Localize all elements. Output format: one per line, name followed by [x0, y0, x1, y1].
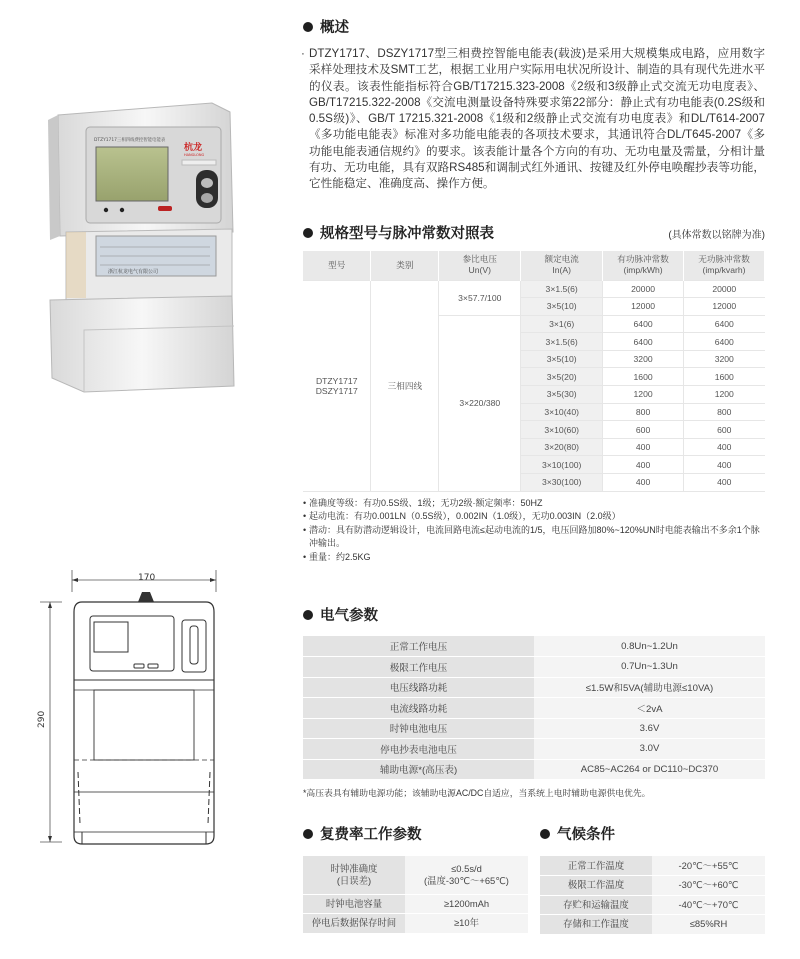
current-cell: 3×10(100) — [521, 456, 603, 474]
table-row: 时钟电池电压 3.6V — [303, 718, 765, 739]
table-row: 极限工作温度 -30℃～+60℃ — [540, 876, 765, 896]
table-row: 正常工作电压 0.8Un~1.2Un — [303, 636, 765, 657]
reactive-cell: 3200 — [684, 350, 765, 368]
current-cell: 3×5(30) — [521, 386, 603, 404]
active-cell: 800 — [603, 403, 684, 421]
bullet-dot-icon — [303, 228, 313, 238]
electrical-footnote: *高压表具有辅助电源功能；该辅助电源AC/DC自适应，当系统上电时辅助电源供电优先。 — [303, 788, 651, 798]
current-cell: 3×30(100) — [521, 474, 603, 492]
table-row: 电流线路功耗 ＜2vA — [303, 698, 765, 719]
spec-note-item: • 潜动：具有防潜动逻辑设计，电流回路电流≤起动电流的1/5，电压回路加80%~120%UN时电能表输出不多余1个脉冲输出。 — [303, 524, 765, 551]
active-cell: 3200 — [603, 350, 684, 368]
meter-brand-text: 杭龙 — [184, 143, 203, 153]
current-cell: 3×5(10) — [521, 298, 603, 316]
active-cell: 400 — [603, 474, 684, 492]
active-cell: 400 — [603, 456, 684, 474]
table-row: 停电抄表电池电压 3.0V — [303, 739, 765, 760]
active-cell: 12000 — [603, 298, 684, 316]
meter-header-text: DTZY1717三相四线费控智能电能表 — [94, 138, 166, 143]
reactive-cell: 20000 — [684, 280, 765, 298]
reactive-cell: 6400 — [684, 333, 765, 351]
electrical-table — [303, 636, 765, 780]
table-row: 时钟电池容量 ≥1200mAh — [303, 894, 528, 914]
current-cell: 3×1.5(6) — [521, 333, 603, 351]
table-row: 时钟准确度 (日误差) ≤0.5s/d (温度-30℃～+65℃) — [303, 856, 528, 894]
header-category: 类别 — [371, 251, 439, 280]
header-reactive: 无功脉冲常数 (imp/kvarh) — [684, 251, 765, 280]
active-cell: 1200 — [603, 386, 684, 404]
electrical-title: 电气参数 — [303, 604, 765, 625]
overview-title: 概述 — [303, 16, 349, 37]
table-row: 停电后数据保存时间 ≥10年 — [303, 914, 528, 934]
voltage-cell-b: 3×220/380 — [439, 315, 521, 491]
overview-text: · DTZY1717、DSZY1717型三相费控智能电能表(载波)是采用大规模集成电路，应用数字采样处理技术及SMT工艺，根据工业用户实际用电状况所设计、制造的具有现代先进水平的仪表。该表性能指标符合GB/T17215.323-2008《2级和3级静止式交流无功电度表》、GB/T17215.322-2008《交流电测量设备特殊要求第22部分：静止式有功电能表(0.2S级和0.5S级)》、GB/T 17215.321-2008《1级和2级静止式交流有功电度表》和DL/T614-2007《多功能电能表》标准对多功能电能表的各项技术要求，其通讯符合DL/T645-2007《多功能电能表通信规约》的要求。该表能计量各个方向的有功、无功电量及需量，分相计量有功、无功电能，具有双路RS485和调制式红外通讯、按键及红外停电唤醒抄表等功能，它性能稳定、准确度高、操作方便。 — [303, 46, 765, 193]
climate-section — [540, 823, 765, 935]
tariff-table — [303, 856, 528, 934]
model-cell: DTZY1717 DSZY1717 — [303, 280, 371, 491]
reactive-cell: 400 — [684, 474, 765, 492]
table-row — [303, 280, 765, 298]
meter-lcd — [96, 147, 168, 201]
spec-section — [303, 222, 765, 564]
left-illustrations — [0, 0, 300, 959]
header-model: 型号 — [303, 251, 371, 280]
electrical-section — [303, 604, 765, 799]
reactive-cell: 1600 — [684, 368, 765, 386]
reactive-cell: 400 — [684, 438, 765, 456]
spec-table — [303, 251, 765, 492]
active-cell: 400 — [603, 438, 684, 456]
reactive-cell: 6400 — [684, 315, 765, 333]
reactive-cell: 400 — [684, 456, 765, 474]
active-cell: 6400 — [603, 315, 684, 333]
header-current: 额定电流 In(A) — [521, 251, 603, 280]
current-cell: 3×1(6) — [521, 315, 603, 333]
climate-table — [540, 856, 765, 935]
reactive-cell: 800 — [684, 403, 765, 421]
table-row: 电压线路功耗 ≤1.5W和5VA(辅助电源≤10VA) — [303, 677, 765, 698]
bullet-dot-icon — [303, 22, 313, 32]
meter-photo — [0, 0, 300, 400]
table-row: 辅助电源*(高压表) AC85~AC264 or DC110~DC370 — [303, 759, 765, 780]
tariff-title: 复费率工作参数 — [303, 823, 528, 844]
spec-notes — [303, 497, 765, 565]
header-active: 有功脉冲常数 (imp/kWh) — [603, 251, 684, 280]
spec-header-row — [303, 251, 765, 280]
reactive-cell: 12000 — [684, 298, 765, 316]
spec-note-item: • 重量：约2.5KG — [303, 551, 765, 565]
tariff-section — [303, 823, 528, 934]
bullet-dot-icon — [303, 610, 313, 620]
header-voltage: 参比电压 Un(V) — [439, 251, 521, 280]
spec-title: 规格型号与脉冲常数对照表 — [303, 222, 765, 243]
spec-note: (具体常数以铭牌为准) — [668, 230, 765, 241]
category-cell: 三相四线 — [371, 280, 439, 491]
meter-plate-text: 浙江杭龙电气有限公司 — [108, 269, 159, 275]
spec-note-item: • 起动电流：有功0.001LN（0.5S级），0.002IN（1.0级），无功0.003IN（2.0级） — [303, 510, 765, 524]
spec-note-item: • 准确度等级：有功0.5S级、1级；无功2级·额定频率：50HZ — [303, 497, 765, 511]
table-row: 存贮和运输温度 -40℃～+70℃ — [540, 895, 765, 915]
current-cell: 3×5(20) — [521, 368, 603, 386]
height-dimension-label: 290 — [37, 710, 47, 728]
table-row: 极限工作电压 0.7Un~1.3Un — [303, 657, 765, 678]
current-cell: 3×1.5(6) — [521, 280, 603, 298]
active-cell: 1600 — [603, 368, 684, 386]
current-cell: 3×5(10) — [521, 350, 603, 368]
current-cell: 3×10(40) — [521, 403, 603, 421]
current-cell: 3×20(80) — [521, 438, 603, 456]
reactive-cell: 600 — [684, 421, 765, 439]
meter-brand-en: HANGLONG — [184, 153, 205, 157]
voltage-cell-a: 3×57.7/100 — [439, 280, 521, 315]
bullet-dot-icon — [540, 829, 550, 839]
active-cell: 20000 — [603, 280, 684, 298]
dimension-drawing — [0, 540, 300, 959]
bullet-dot-icon — [303, 829, 313, 839]
reactive-cell: 1200 — [684, 386, 765, 404]
width-dimension-label: 170 — [138, 573, 156, 583]
table-row: 存储和工作温度 ≤85%RH — [540, 915, 765, 935]
table-row: 正常工作温度 -20℃～+55℃ — [540, 856, 765, 876]
active-cell: 6400 — [603, 333, 684, 351]
active-cell: 600 — [603, 421, 684, 439]
climate-title: 气候条件 — [540, 823, 765, 844]
current-cell: 3×10(60) — [521, 421, 603, 439]
